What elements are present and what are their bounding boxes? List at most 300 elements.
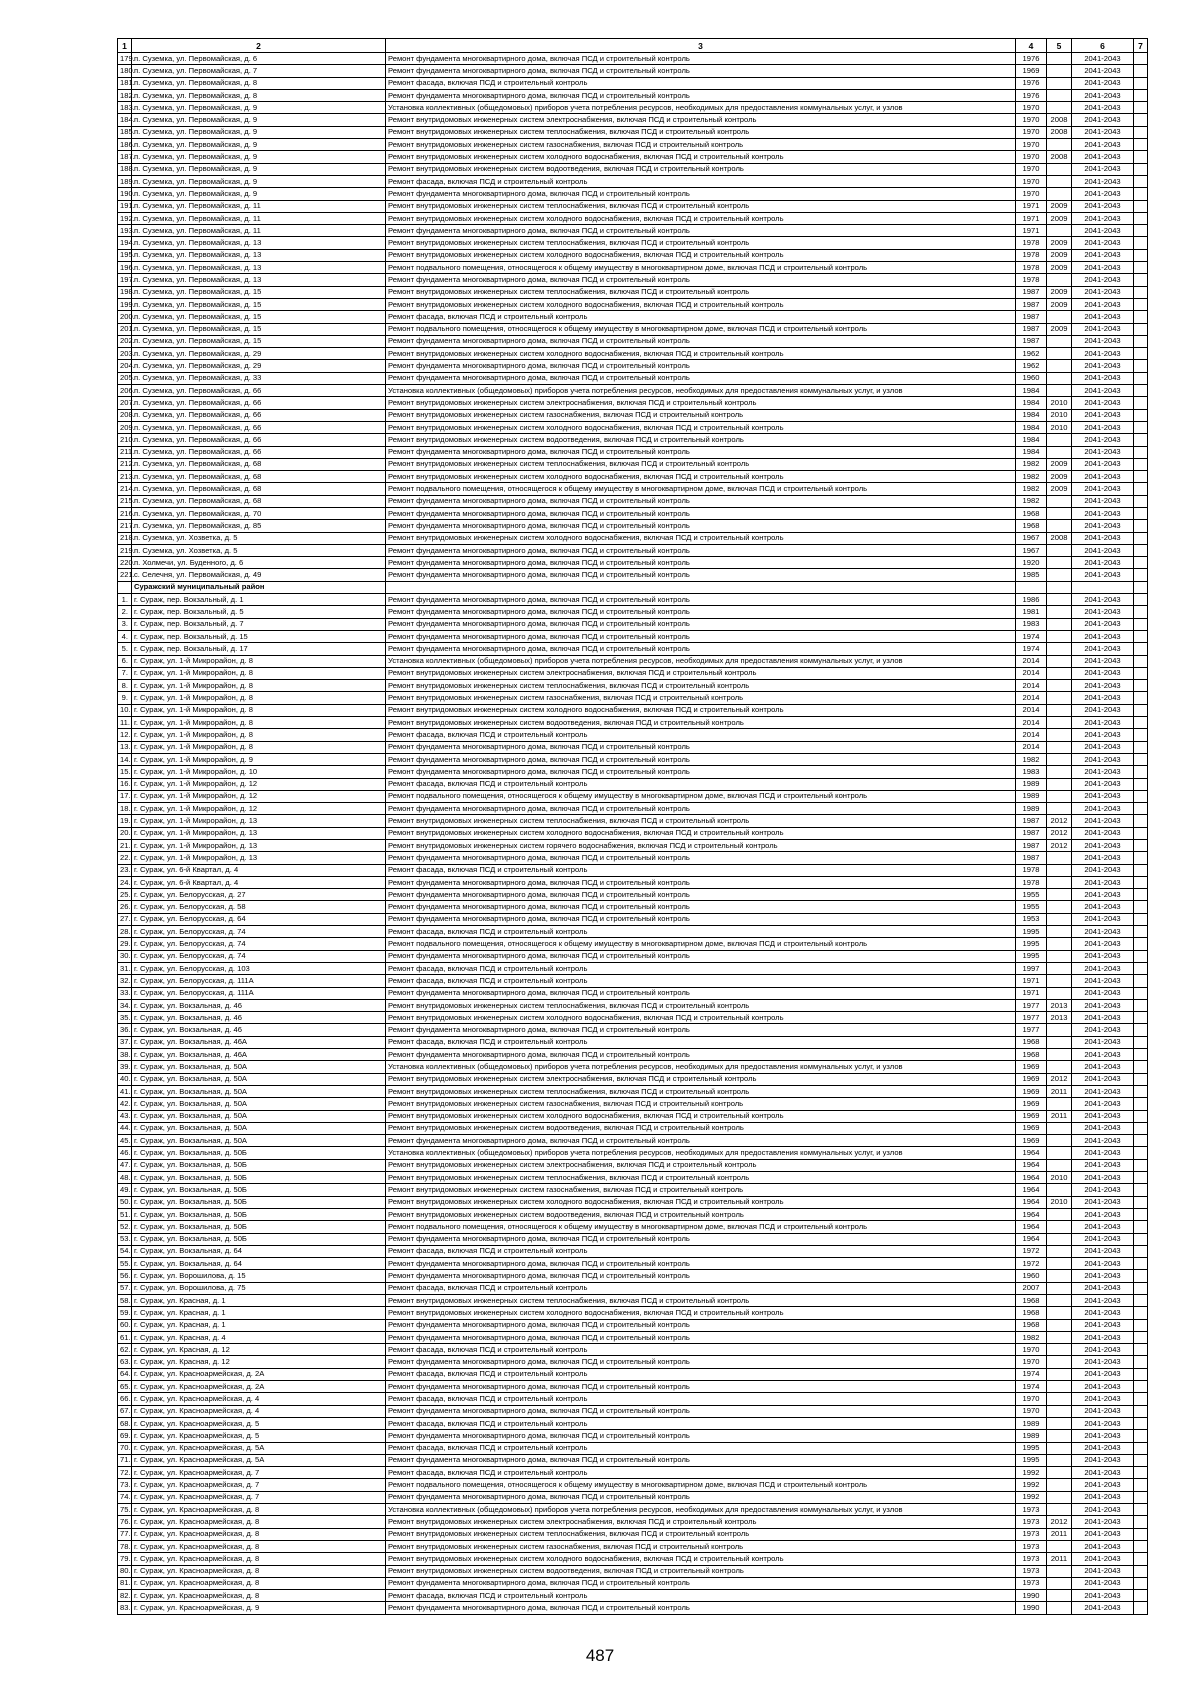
table-row <box>118 348 1148 360</box>
row-last-repair-year <box>1047 1294 1072 1306</box>
row-col-7 <box>1134 1122 1148 1134</box>
row-last-repair-year: 2011 <box>1047 1528 1072 1540</box>
row-planned-period: 2041-2043 <box>1072 385 1134 397</box>
table-row <box>118 667 1148 679</box>
row-planned-period: 2041-2043 <box>1072 323 1134 335</box>
row-last-repair-year <box>1047 520 1072 532</box>
row-build-year: 1968 <box>1016 1049 1047 1061</box>
row-last-repair-year: 2012 <box>1047 827 1072 839</box>
row-planned-period: 2041-2043 <box>1072 212 1134 224</box>
table-row <box>118 434 1148 446</box>
row-address: п. Суземка, ул. Первомайская, д. 15 <box>132 335 386 347</box>
row-number: 219. <box>118 544 132 556</box>
row-build-year: 1995 <box>1016 938 1047 950</box>
row-planned-period: 2041-2043 <box>1072 741 1134 753</box>
row-number: 55. <box>118 1258 132 1270</box>
row-col-7 <box>1134 1565 1148 1577</box>
row-build-year: 1995 <box>1016 1442 1047 1454</box>
row-last-repair-year: 2009 <box>1047 237 1072 249</box>
row-col-7 <box>1134 594 1148 606</box>
row-number: 36. <box>118 1024 132 1036</box>
row-number: 214. <box>118 483 132 495</box>
row-build-year: 1967 <box>1016 544 1047 556</box>
row-work-type: Ремонт внутридомовых инженерных систем теплоснабжения, включая ПСД и строительный контроль <box>386 200 1016 212</box>
row-address: г. Сураж, ул. Красноармейская, д. 8 <box>132 1577 386 1589</box>
row-work-type: Ремонт внутридомовых инженерных систем газоснабжения, включая ПСД и строительный контроль <box>386 139 1016 151</box>
row-last-repair-year <box>1047 1098 1072 1110</box>
row-col-7 <box>1134 1073 1148 1085</box>
row-work-type: Ремонт подвального помещения, относящегося к общему имуществу в многоквартирном доме, включая ПСД и строительный контроль <box>386 1479 1016 1491</box>
table-row <box>118 1208 1148 1220</box>
row-number: 193. <box>118 225 132 237</box>
header-col-2: 2 <box>132 39 386 53</box>
row-address: г. Сураж, ул. Вокзальная, д. 50Б <box>132 1196 386 1208</box>
row-planned-period: 2041-2043 <box>1072 1098 1134 1110</box>
row-number: 38. <box>118 1049 132 1061</box>
row-address: п. Суземка, ул. Первомайская, д. 33 <box>132 372 386 384</box>
row-planned-period: 2041-2043 <box>1072 1233 1134 1245</box>
row-col-7 <box>1134 569 1148 581</box>
row-last-repair-year <box>1047 938 1072 950</box>
row-planned-period: 2041-2043 <box>1072 1319 1134 1331</box>
row-build-year: 1973 <box>1016 1516 1047 1528</box>
row-work-type: Ремонт внутридомовых инженерных систем электроснабжения, включая ПСД и строительный контроль <box>386 1073 1016 1085</box>
row-planned-period: 2041-2043 <box>1072 1331 1134 1343</box>
row-work-type: Ремонт фундамента многоквартирного дома, включая ПСД и строительный контроль <box>386 1024 1016 1036</box>
row-work-type: Ремонт фундамента многоквартирного дома, включая ПСД и строительный контроль <box>386 1319 1016 1331</box>
row-col-7 <box>1134 1528 1148 1540</box>
row-col-7 <box>1134 1233 1148 1245</box>
table-row <box>118 618 1148 630</box>
row-build-year: 1987 <box>1016 298 1047 310</box>
row-last-repair-year <box>1047 1565 1072 1577</box>
row-build-year: 1984 <box>1016 385 1047 397</box>
table-row <box>118 1540 1148 1552</box>
row-build-year: 1974 <box>1016 1368 1047 1380</box>
row-last-repair-year <box>1047 1184 1072 1196</box>
row-build-year: 1968 <box>1016 520 1047 532</box>
row-address: п. Суземка, ул. Первомайская, д. 29 <box>132 348 386 360</box>
table-row <box>118 175 1148 187</box>
row-address: г. Сураж, ул. Красноармейская, д. 5А <box>132 1454 386 1466</box>
table-row <box>118 1491 1148 1503</box>
row-work-type: Ремонт фундамента многоквартирного дома, включая ПСД и строительный контроль <box>386 852 1016 864</box>
row-build-year: 2014 <box>1016 717 1047 729</box>
row-col-7 <box>1134 262 1148 274</box>
row-last-repair-year: 2011 <box>1047 1553 1072 1565</box>
row-build-year: 1972 <box>1016 1245 1047 1257</box>
row-last-repair-year: 2009 <box>1047 458 1072 470</box>
row-build-year: 1970 <box>1016 102 1047 114</box>
row-build-year: 1970 <box>1016 163 1047 175</box>
row-address: г. Сураж, ул. Вокзальная, д. 64 <box>132 1245 386 1257</box>
row-address: г. Сураж, ул. Белорусская, д. 103 <box>132 962 386 974</box>
row-work-type: Ремонт внутридомовых инженерных систем теплоснабжения, включая ПСД и строительный контроль <box>386 680 1016 692</box>
row-planned-period: 2041-2043 <box>1072 360 1134 372</box>
row-col-7 <box>1134 790 1148 802</box>
table-row <box>118 1479 1148 1491</box>
row-planned-period: 2041-2043 <box>1072 520 1134 532</box>
row-number: 192. <box>118 212 132 224</box>
row-build-year: 1982 <box>1016 471 1047 483</box>
row-address: п. Суземка, ул. Первомайская, д. 68 <box>132 471 386 483</box>
row-number: 212. <box>118 458 132 470</box>
row-col-7 <box>1134 778 1148 790</box>
row-planned-period: 2041-2043 <box>1072 1454 1134 1466</box>
row-col-7 <box>1134 409 1148 421</box>
row-work-type: Ремонт фундамента многоквартирного дома, включая ПСД и строительный контроль <box>386 1258 1016 1270</box>
row-work-type: Ремонт фасада, включая ПСД и строительный контроль <box>386 729 1016 741</box>
row-work-type: Ремонт фасада, включая ПСД и строительный контроль <box>386 77 1016 89</box>
row-number: 182. <box>118 89 132 101</box>
row-address: г. Сураж, ул. 1-й Микрорайон, д. 8 <box>132 680 386 692</box>
row-work-type: Ремонт подвального помещения, относящегося к общему имуществу в многоквартирном доме, включая ПСД и строительный контроль <box>386 1221 1016 1233</box>
row-col-7 <box>1134 1331 1148 1343</box>
row-planned-period: 2041-2043 <box>1072 889 1134 901</box>
table-row <box>118 606 1148 618</box>
row-number: 180. <box>118 65 132 77</box>
row-work-type: Ремонт внутридомовых инженерных систем холодного водоснабжения, включая ПСД и строительный контроль <box>386 471 1016 483</box>
row-address: г. Сураж, ул. 1-й Микрорайон, д. 8 <box>132 717 386 729</box>
row-build-year: 1984 <box>1016 434 1047 446</box>
row-planned-period: 2041-2043 <box>1072 1073 1134 1085</box>
row-number: 54. <box>118 1245 132 1257</box>
row-col-7 <box>1134 901 1148 913</box>
row-build-year: 1987 <box>1016 311 1047 323</box>
table-row <box>118 1430 1148 1442</box>
header-col-1: 1 <box>118 39 132 53</box>
row-planned-period: 2041-2043 <box>1072 65 1134 77</box>
row-address: г. Сураж, ул. Красноармейская, д. 5 <box>132 1417 386 1429</box>
row-col-7 <box>1134 335 1148 347</box>
row-last-repair-year <box>1047 790 1072 802</box>
row-planned-period: 2041-2043 <box>1072 421 1134 433</box>
row-work-type: Ремонт фундамента многоквартирного дома, включая ПСД и строительный контроль <box>386 274 1016 286</box>
row-number: 34. <box>118 999 132 1011</box>
row-number: 12. <box>118 729 132 741</box>
row-last-repair-year: 2010 <box>1047 409 1072 421</box>
row-number: 216. <box>118 507 132 519</box>
row-planned-period: 2041-2043 <box>1072 1159 1134 1171</box>
row-address: п. Суземка, ул. Первомайская, д. 9 <box>132 188 386 200</box>
row-build-year: 1989 <box>1016 803 1047 815</box>
row-col-7 <box>1134 397 1148 409</box>
row-work-type: Ремонт фундамента многоквартирного дома, включая ПСД и строительный контроль <box>386 188 1016 200</box>
row-planned-period: 2041-2043 <box>1072 717 1134 729</box>
row-build-year: 1971 <box>1016 975 1047 987</box>
row-col-7 <box>1134 1024 1148 1036</box>
row-last-repair-year <box>1047 729 1072 741</box>
row-build-year: 1955 <box>1016 889 1047 901</box>
row-last-repair-year <box>1047 1233 1072 1245</box>
row-build-year: 2014 <box>1016 692 1047 704</box>
row-address: г. Сураж, ул. Белорусская, д. 74 <box>132 926 386 938</box>
row-col-7 <box>1134 65 1148 77</box>
table-row <box>118 753 1148 765</box>
row-work-type: Ремонт фундамента многоквартирного дома, включая ПСД и строительный контроль <box>386 643 1016 655</box>
row-address: г. Сураж, ул. Красная, д. 1 <box>132 1294 386 1306</box>
row-address: п. Суземка, ул. Первомайская, д. 9 <box>132 139 386 151</box>
row-last-repair-year <box>1047 1430 1072 1442</box>
table-row <box>118 1147 1148 1159</box>
row-address: г. Сураж, ул. Красноармейская, д. 8 <box>132 1553 386 1565</box>
row-work-type: Ремонт фундамента многоквартирного дома, включая ПСД и строительный контроль <box>386 53 1016 65</box>
row-planned-period: 2041-2043 <box>1072 594 1134 606</box>
row-planned-period: 2041-2043 <box>1072 483 1134 495</box>
row-work-type: Ремонт фундамента многоквартирного дома, включая ПСД и строительный контроль <box>386 618 1016 630</box>
table-row <box>118 1381 1148 1393</box>
row-work-type: Ремонт фундамента многоквартирного дома, включая ПСД и строительный контроль <box>386 1135 1016 1147</box>
row-planned-period: 2041-2043 <box>1072 1012 1134 1024</box>
table-row <box>118 926 1148 938</box>
row-col-7 <box>1134 249 1148 261</box>
row-last-repair-year <box>1047 753 1072 765</box>
row-address: г. Сураж, ул. Красноармейская, д. 8 <box>132 1516 386 1528</box>
row-build-year: 1971 <box>1016 225 1047 237</box>
row-col-7 <box>1134 421 1148 433</box>
row-col-7 <box>1134 999 1148 1011</box>
row-work-type: Ремонт фундамента многоквартирного дома, включая ПСД и строительный контроль <box>386 1430 1016 1442</box>
row-col-7 <box>1134 323 1148 335</box>
row-work-type: Ремонт фасада, включая ПСД и строительный контроль <box>386 1282 1016 1294</box>
row-address: г. Сураж, ул. Красная, д. 1 <box>132 1319 386 1331</box>
row-last-repair-year <box>1047 606 1072 618</box>
row-build-year: 1953 <box>1016 913 1047 925</box>
row-col-7 <box>1134 1012 1148 1024</box>
row-col-7 <box>1134 1208 1148 1220</box>
row-number: 71. <box>118 1454 132 1466</box>
row-address: г. Сураж, ул. Белорусская, д. 64 <box>132 913 386 925</box>
row-address: г. Сураж, ул. Красноармейская, д. 7 <box>132 1491 386 1503</box>
row-work-type: Ремонт внутридомовых инженерных систем газоснабжения, включая ПСД и строительный контроль <box>386 692 1016 704</box>
row-col-7 <box>1134 1085 1148 1097</box>
row-last-repair-year <box>1047 655 1072 667</box>
row-work-type: Ремонт внутридомовых инженерных систем теплоснабжения, включая ПСД и строительный контроль <box>386 237 1016 249</box>
table-row <box>118 1282 1148 1294</box>
row-last-repair-year <box>1047 1356 1072 1368</box>
row-number: 217. <box>118 520 132 532</box>
row-planned-period: 2041-2043 <box>1072 1602 1134 1614</box>
row-work-type: Ремонт фундамента многоквартирного дома, включая ПСД и строительный контроль <box>386 594 1016 606</box>
row-col-7 <box>1134 987 1148 999</box>
table-row <box>118 421 1148 433</box>
row-last-repair-year <box>1047 446 1072 458</box>
row-work-type: Ремонт фасада, включая ПСД и строительный контроль <box>386 1590 1016 1602</box>
table-row <box>118 643 1148 655</box>
row-address: г. Сураж, ул. Вокзальная, д. 50А <box>132 1135 386 1147</box>
row-build-year: 1969 <box>1016 1110 1047 1122</box>
row-col-7 <box>1134 483 1148 495</box>
table-row <box>118 200 1148 212</box>
table-row <box>118 1061 1148 1073</box>
row-address: г. Сураж, ул. Белорусская, д. 111А <box>132 975 386 987</box>
row-col-7 <box>1134 1553 1148 1565</box>
row-number: 74. <box>118 1491 132 1503</box>
row-last-repair-year <box>1047 311 1072 323</box>
row-work-type: Ремонт фундамента многоквартирного дома, включая ПСД и строительный контроль <box>386 569 1016 581</box>
row-planned-period: 2041-2043 <box>1072 606 1134 618</box>
row-build-year: 1973 <box>1016 1577 1047 1589</box>
row-build-year: 1990 <box>1016 1602 1047 1614</box>
row-last-repair-year: 2009 <box>1047 323 1072 335</box>
row-address: г. Сураж, ул. Красноармейская, д. 7 <box>132 1467 386 1479</box>
row-last-repair-year <box>1047 1221 1072 1233</box>
row-work-type: Ремонт внутридомовых инженерных систем холодного водоснабжения, включая ПСД и строительный контроль <box>386 348 1016 360</box>
row-work-type: Ремонт внутридомовых инженерных систем водоотведения, включая ПСД и строительный контроль <box>386 163 1016 175</box>
row-planned-period: 2041-2043 <box>1072 692 1134 704</box>
row-col-7 <box>1134 852 1148 864</box>
row-last-repair-year <box>1047 864 1072 876</box>
row-work-type: Ремонт фасада, включая ПСД и строительный контроль <box>386 1036 1016 1048</box>
row-work-type: Ремонт фундамента многоквартирного дома, включая ПСД и строительный контроль <box>386 1049 1016 1061</box>
table-row <box>118 778 1148 790</box>
row-planned-period: 2041-2043 <box>1072 1294 1134 1306</box>
row-planned-period: 2041-2043 <box>1072 1504 1134 1516</box>
row-planned-period: 2041-2043 <box>1072 1442 1134 1454</box>
row-number: 207. <box>118 397 132 409</box>
row-planned-period: 2041-2043 <box>1072 1479 1134 1491</box>
table-row <box>118 1393 1148 1405</box>
row-last-repair-year <box>1047 680 1072 692</box>
table-body <box>118 53 1148 1615</box>
row-number: 215. <box>118 495 132 507</box>
table-row <box>118 1122 1148 1134</box>
row-work-type: Ремонт внутридомовых инженерных систем газоснабжения, включая ПСД и строительный контроль <box>386 1184 1016 1196</box>
row-build-year: 1920 <box>1016 557 1047 569</box>
table-row <box>118 249 1148 261</box>
row-col-7 <box>1134 532 1148 544</box>
row-work-type: Ремонт фундамента многоквартирного дома, включая ПСД и строительный контроль <box>386 372 1016 384</box>
row-build-year: 1989 <box>1016 778 1047 790</box>
row-col-7 <box>1134 89 1148 101</box>
row-build-year: 1972 <box>1016 1258 1047 1270</box>
row-planned-period: 2041-2043 <box>1072 766 1134 778</box>
row-col-7 <box>1134 704 1148 716</box>
row-build-year: 1981 <box>1016 606 1047 618</box>
row-last-repair-year: 2009 <box>1047 483 1072 495</box>
row-number: 51. <box>118 1208 132 1220</box>
row-address: г. Сураж, ул. Красноармейская, д. 2А <box>132 1381 386 1393</box>
row-number: 190. <box>118 188 132 200</box>
row-work-type: Ремонт фундамента многоквартирного дома, включая ПСД и строительный контроль <box>386 1602 1016 1614</box>
row-last-repair-year <box>1047 1504 1072 1516</box>
section-title: Суражский муниципальный район <box>132 581 386 593</box>
table-row <box>118 212 1148 224</box>
row-planned-period: 2041-2043 <box>1072 1528 1134 1540</box>
table-row <box>118 962 1148 974</box>
row-work-type: Ремонт внутридомовых инженерных систем холодного водоснабжения, включая ПСД и строительный контроль <box>386 212 1016 224</box>
row-number: 52. <box>118 1221 132 1233</box>
row-address: п. Суземка, ул. Первомайская, д. 68 <box>132 458 386 470</box>
row-col-7 <box>1134 188 1148 200</box>
header-col-4: 4 <box>1016 39 1047 53</box>
table-row <box>118 507 1148 519</box>
row-work-type: Ремонт внутридомовых инженерных систем электроснабжения, включая ПСД и строительный контроль <box>386 397 1016 409</box>
row-planned-period: 2041-2043 <box>1072 53 1134 65</box>
row-work-type: Ремонт внутридомовых инженерных систем газоснабжения, включая ПСД и строительный контроль <box>386 1540 1016 1552</box>
table-row <box>118 1270 1148 1282</box>
row-planned-period: 2041-2043 <box>1072 1467 1134 1479</box>
row-last-repair-year <box>1047 1577 1072 1589</box>
row-address: г. Сураж, ул. Красноармейская, д. 8 <box>132 1590 386 1602</box>
table-row <box>118 1294 1148 1306</box>
row-planned-period: 2041-2043 <box>1072 643 1134 655</box>
row-build-year: 1983 <box>1016 618 1047 630</box>
table-row <box>118 766 1148 778</box>
row-work-type: Ремонт фундамента многоквартирного дома, включая ПСД и строительный контроль <box>386 901 1016 913</box>
row-number: 8. <box>118 680 132 692</box>
row-work-type: Ремонт фундамента многоквартирного дома, включая ПСД и строительный контроль <box>386 520 1016 532</box>
row-address: г. Сураж, ул. Вокзальная, д. 50А <box>132 1061 386 1073</box>
table-row <box>118 1454 1148 1466</box>
row-work-type: Ремонт фундамента многоквартирного дома, включая ПСД и строительный контроль <box>386 89 1016 101</box>
row-planned-period: 2041-2043 <box>1072 1208 1134 1220</box>
row-last-repair-year: 2009 <box>1047 249 1072 261</box>
row-last-repair-year: 2011 <box>1047 1110 1072 1122</box>
row-build-year: 1964 <box>1016 1147 1047 1159</box>
table-row <box>118 827 1148 839</box>
row-planned-period: 2041-2043 <box>1072 1516 1134 1528</box>
row-address: п. Суземка, ул. Первомайская, д. 66 <box>132 421 386 433</box>
row-planned-period: 2041-2043 <box>1072 1184 1134 1196</box>
row-number: 179. <box>118 53 132 65</box>
row-work-type: Ремонт фундамента многоквартирного дома, включая ПСД и строительный контроль <box>386 446 1016 458</box>
row-address: п. Суземка, ул. Первомайская, д. 11 <box>132 225 386 237</box>
row-build-year: 1976 <box>1016 53 1047 65</box>
row-work-type: Ремонт подвального помещения, относящегося к общему имуществу в многоквартирном доме, включая ПСД и строительный контроль <box>386 790 1016 802</box>
row-planned-period: 2041-2043 <box>1072 175 1134 187</box>
row-planned-period: 2041-2043 <box>1072 1085 1134 1097</box>
row-last-repair-year: 2008 <box>1047 126 1072 138</box>
row-number: 65. <box>118 1381 132 1393</box>
row-work-type: Ремонт фасада, включая ПСД и строительный контроль <box>386 311 1016 323</box>
row-work-type: Ремонт внутридомовых инженерных систем холодного водоснабжения, включая ПСД и строительный контроль <box>386 827 1016 839</box>
row-build-year: 1984 <box>1016 409 1047 421</box>
table-row <box>118 1135 1148 1147</box>
row-last-repair-year <box>1047 1417 1072 1429</box>
row-number: 14. <box>118 753 132 765</box>
row-number: 40. <box>118 1073 132 1085</box>
row-address: г. Сураж, пер. Вокзальный, д. 15 <box>132 630 386 642</box>
row-number: 17. <box>118 790 132 802</box>
table-row <box>118 446 1148 458</box>
row-address: г. Сураж, ул. Вокзальная, д. 50Б <box>132 1208 386 1220</box>
row-address: г. Сураж, ул. 1-й Микрорайон, д. 8 <box>132 667 386 679</box>
row-work-type: Ремонт фундамента многоквартирного дома, включая ПСД и строительный контроль <box>386 1356 1016 1368</box>
row-number: 80. <box>118 1565 132 1577</box>
row-planned-period: 2041-2043 <box>1072 901 1134 913</box>
row-work-type: Ремонт внутридомовых инженерных систем холодного водоснабжения, включая ПСД и строительный контроль <box>386 1553 1016 1565</box>
row-col-7 <box>1134 274 1148 286</box>
row-col-7 <box>1134 1221 1148 1233</box>
table-row <box>118 975 1148 987</box>
row-last-repair-year <box>1047 704 1072 716</box>
row-number: 60. <box>118 1319 132 1331</box>
row-col-7 <box>1134 643 1148 655</box>
row-col-7 <box>1134 286 1148 298</box>
row-address: п. Холмечи, ул. Буденного, д. 6 <box>132 557 386 569</box>
row-last-repair-year <box>1047 1491 1072 1503</box>
row-number: 206. <box>118 385 132 397</box>
row-address: п. Суземка, ул. Первомайская, д. 9 <box>132 114 386 126</box>
row-address: г. Сураж, ул. 1-й Микрорайон, д. 8 <box>132 655 386 667</box>
row-address: г. Сураж, ул. 1-й Микрорайон, д. 8 <box>132 704 386 716</box>
row-last-repair-year <box>1047 385 1072 397</box>
row-build-year: 1973 <box>1016 1553 1047 1565</box>
row-col-7 <box>1134 1184 1148 1196</box>
row-work-type: Ремонт подвального помещения, относящегося к общему имуществу в многоквартирном доме, включая ПСД и строительный контроль <box>386 262 1016 274</box>
row-build-year: 1969 <box>1016 1098 1047 1110</box>
